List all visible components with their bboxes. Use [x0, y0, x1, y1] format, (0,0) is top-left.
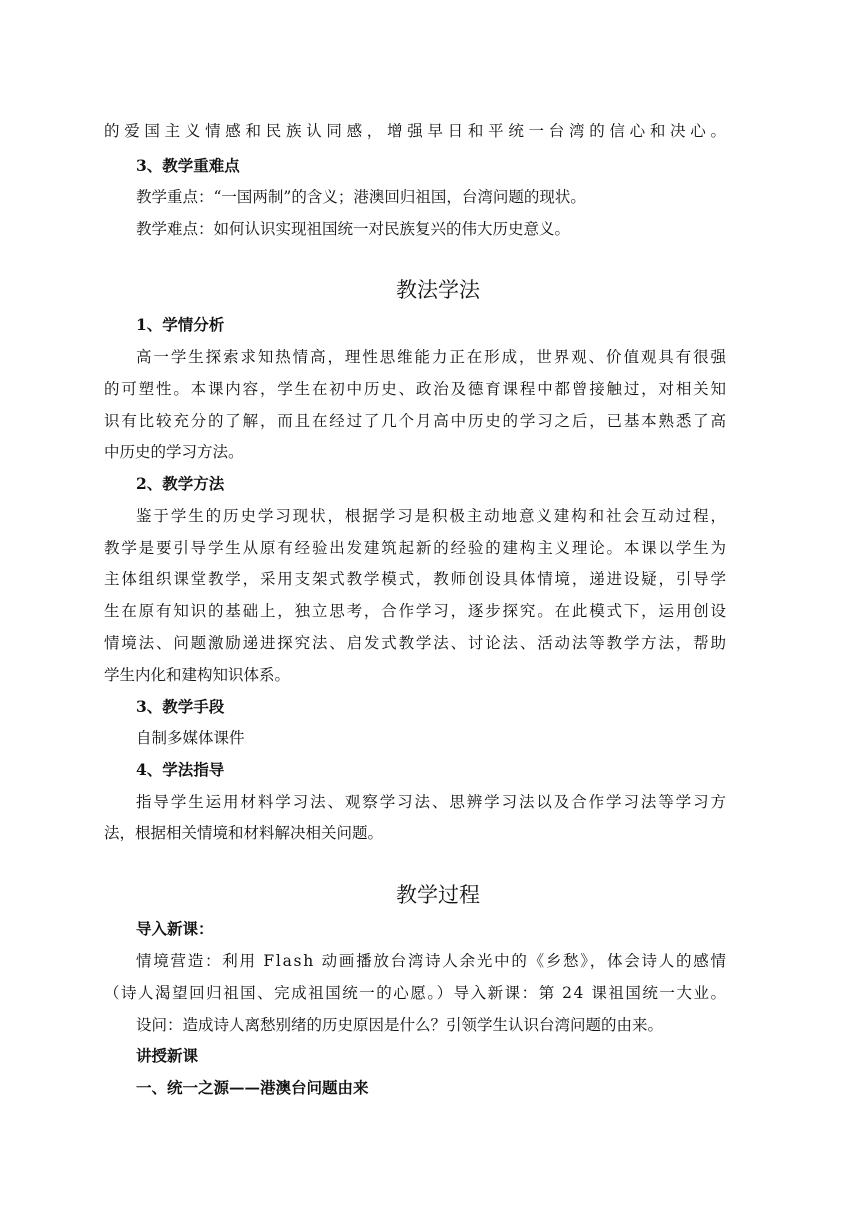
paragraph-line: 主体组织课堂教学，采用支架式教学模式，教师创设具体情境，递进设疑，引导学: [104, 570, 728, 588]
paragraph-line: 鉴于学生的历史学习现状，根据学习是积极主动地意义建构和社会互动过程，: [136, 507, 728, 525]
paragraph-line: （诗人渴望回归祖国、完成祖国统一的心愿。）导入新课：第 24 课祖国统一大业。: [104, 984, 728, 1002]
paragraph-line: 高一学生探索求知热情高，理性思维能力正在形成，世界观、价值观具有很强: [136, 348, 728, 366]
paragraph-line: 设问：造成诗人离愁别绪的历史原因是什么？引领学生认识台湾问题的由来。: [136, 1016, 664, 1034]
section-heading: 一、统一之源——港澳台问题由来: [136, 1078, 369, 1097]
section-heading: 导入新课：: [136, 919, 214, 938]
paragraph-line: 情境法、问题激励递进探究法、启发式教学法、讨论法、活动法等教学方法，帮助: [104, 634, 728, 652]
section-heading: 3、教学重难点: [136, 156, 240, 175]
paragraph-line: 中历史的学习方法。: [104, 443, 244, 461]
section-heading: 3、教学手段: [136, 697, 225, 716]
page-title: 教学过程: [396, 883, 480, 907]
paragraph-line: 识有比较充分的了解，而且在经过了几个月高中历史的学习之后，已基本熟悉了高: [104, 412, 728, 430]
paragraph-line: 情境营造：利用 Flash 动画播放台湾诗人余光中的《乡愁》，体会诗人的感情: [136, 952, 728, 970]
paragraph-line: 学生内化和建构知识体系。: [104, 666, 291, 684]
section-heading: 4、学法指导: [136, 760, 225, 779]
paragraph-line: 自制多媒体课件: [136, 729, 245, 747]
section-heading: 2、教学方法: [136, 474, 225, 493]
paragraph-line: 教学难点：如何认识实现祖国统一对民族复兴的伟大历史意义。: [136, 220, 571, 238]
paragraph-line: 的可塑性。本课内容，学生在初中历史、政治及德育课程中都曾接触过，对相关知: [104, 380, 728, 398]
section-heading: 1、学情分析: [136, 315, 225, 334]
paragraph-line: 的爱国主义情感和民族认同感，增强早日和平统一台湾的信心和决心。: [104, 122, 731, 140]
paragraph-line: 教学是要引导学生从原有经验出发建筑起新的经验的建构主义理论。本课以学生为: [104, 539, 728, 557]
paragraph-line: 指导学生运用材料学习法、观察学习法、思辨学习法以及合作学习法等学习方: [136, 793, 728, 811]
page-title: 教法学法: [396, 278, 480, 302]
paragraph-line: 法，根据相关情境和材料解决相关问题。: [104, 824, 384, 842]
paragraph-line: 生在原有知识的基础上，独立思考，合作学习，逐步探究。在此模式下，运用创设: [104, 602, 728, 620]
paragraph-line: 教学重点：“一国两制”的含义；港澳回归祖国，台湾问题的现状。: [136, 188, 586, 206]
section-heading: 讲授新课: [136, 1046, 199, 1065]
